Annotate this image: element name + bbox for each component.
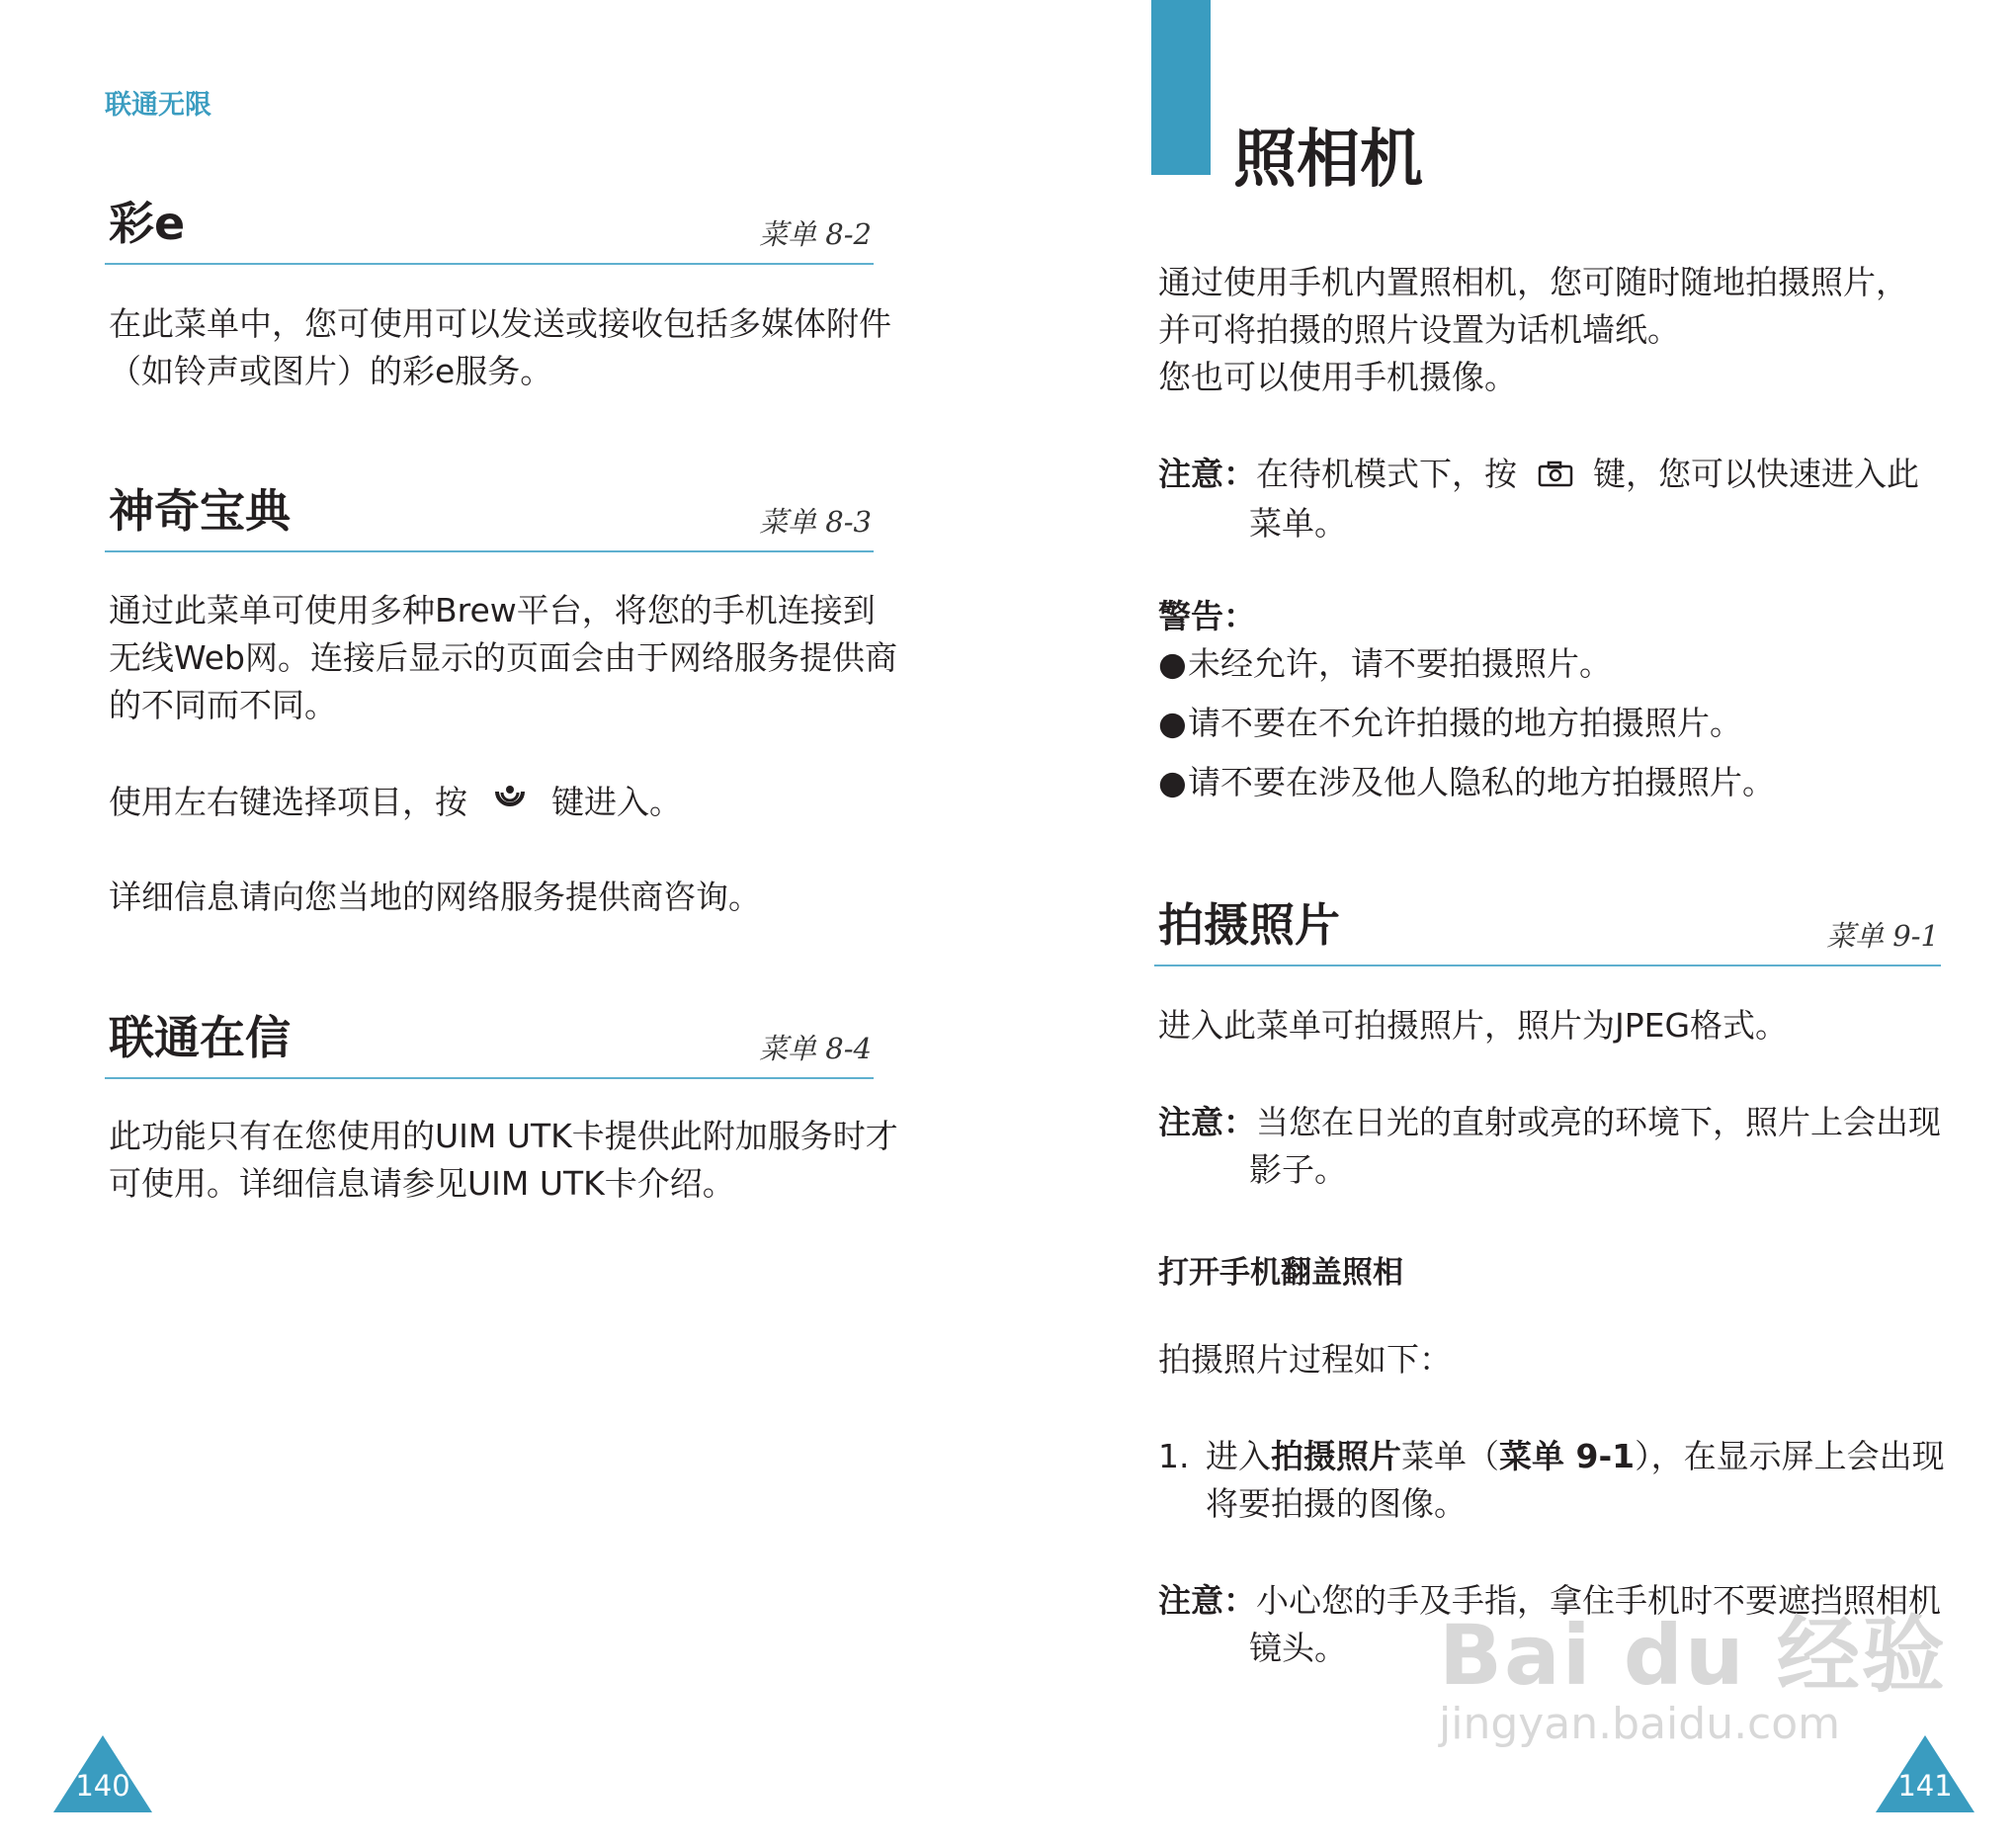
running-head: 联通无限 (105, 90, 211, 121)
page-number: 140 (75, 1769, 130, 1803)
paragraph (109, 587, 897, 729)
note-label: 注意： (1158, 455, 1256, 493)
text-line: （如铃声或图片）的彩e服务。 (109, 352, 553, 390)
text-line: 此功能只有在您使用的UIM UTK卡提供此附加服务时才 (109, 1117, 898, 1155)
note-quick-access (1158, 451, 1919, 547)
text-run: 键，您可以快速进入此 (1593, 455, 1919, 493)
text-run: 小心您的手及手指，拿住手机时不要遮挡照相机 (1256, 1581, 1941, 1620)
baidu-watermark (1439, 1607, 1947, 1749)
bullet-icon: ● (1158, 763, 1187, 801)
step-number: 1. (1158, 1437, 1190, 1475)
text-line: 可使用。详细信息请参见UIM UTK卡介绍。 (109, 1164, 735, 1203)
text-line: 拍摄照片过程如下： (1158, 1340, 1452, 1379)
text-run-bold: 拍摄照片 (1271, 1437, 1401, 1475)
warning-item (1158, 759, 1775, 806)
text-run: 进入 (1206, 1437, 1271, 1475)
section-title: 神奇宝典 (109, 484, 291, 538)
text-line: 的不同而不同。 (109, 686, 337, 724)
text-line: 通过使用手机内置照相机，您可随时随地拍摄照片， (1158, 263, 1908, 301)
chapter-accent-bar (1151, 0, 1211, 175)
watermark-url: jingyan.baidu.com (1439, 1699, 1841, 1749)
warning-text: 未经允许，请不要拍摄照片。 (1188, 644, 1612, 683)
section-header-shenqi-baodian (105, 471, 874, 552)
warning-item (1158, 700, 1775, 747)
ok-key-icon (492, 780, 528, 828)
paragraph (109, 1113, 898, 1208)
chapter-title: 照相机 (1233, 124, 1423, 197)
section-title: 联通在信 (109, 1011, 291, 1064)
text-line: 影子。 (1249, 1150, 1347, 1189)
menu-reference: 菜单 8-2 (759, 217, 872, 251)
intro-paragraph (1158, 259, 1908, 401)
text-run: 菜单（ (1401, 1437, 1499, 1475)
bullet-icon: ● (1158, 644, 1187, 683)
section-header-liantong-zaixin (105, 998, 874, 1079)
paragraph (109, 874, 761, 921)
menu-reference: 菜单 8-3 (759, 505, 872, 539)
menu-reference: 菜单 9-1 (1826, 919, 1939, 953)
page-number: 141 (1897, 1769, 1953, 1803)
text-line: 菜单。 (1249, 503, 1347, 543)
text-line: 将要拍摄的图像。 (1206, 1484, 1467, 1523)
text-line: 无线Web网。连接后显示的页面会由于网络服务提供商 (109, 638, 897, 677)
warning-block (1158, 593, 1775, 806)
text-run: 在待机模式下，按 (1256, 455, 1517, 493)
text-run: 使用左右键选择项目，按 (109, 783, 467, 821)
step-1 (1158, 1433, 1945, 1528)
bullet-icon: ● (1158, 704, 1187, 742)
paragraph (1158, 1336, 1452, 1384)
paragraph (109, 300, 891, 395)
section-title: 拍摄照片 (1158, 898, 1340, 952)
text-line: 详细信息请向您当地的网络服务提供商咨询。 (109, 878, 761, 916)
section-title: 彩e (109, 197, 186, 250)
text-line: 进入此菜单可拍摄照片，照片为JPEG格式。 (1158, 1006, 1789, 1045)
warning-label: 警告： (1158, 597, 1256, 635)
text-line: 镜头。 (1249, 1629, 1347, 1667)
text-line: 并可将拍摄的照片设置为话机墙纸。 (1158, 310, 1680, 349)
text-run-bold: 菜单 9-1 (1499, 1437, 1636, 1475)
text-line: 您也可以使用手机摄像。 (1158, 358, 1517, 396)
section-header-paishe-zhaopian (1154, 885, 1941, 966)
menu-reference: 菜单 8-4 (759, 1032, 872, 1065)
text-run: 当您在日光的直射或亮的环境下，照片上会出现 (1256, 1103, 1941, 1141)
watermark-main: Bai du 经验 (1439, 1607, 1947, 1704)
text-line: 在此菜单中，您可使用可以发送或接收包括多媒体附件 (109, 304, 891, 343)
paragraph (1158, 1002, 1788, 1049)
subheading: 打开手机翻盖照相 (1158, 1255, 1403, 1291)
warning-text: 请不要在不允许拍摄的地方拍摄照片。 (1188, 704, 1742, 742)
warning-text: 请不要在涉及他人隐私的地方拍摄照片。 (1188, 763, 1775, 801)
section-header-cai-e (105, 184, 874, 265)
paragraph (109, 779, 682, 828)
warning-item (1158, 640, 1775, 688)
camera-key-icon (1538, 453, 1573, 500)
text-run: ），在显示屏上会出现 (1635, 1437, 1945, 1475)
text-run: 键进入。 (551, 783, 682, 821)
note-label: 注意： (1158, 1103, 1256, 1141)
note-sunlight (1158, 1099, 1941, 1194)
note-label: 注意： (1158, 1581, 1256, 1620)
right-page (1008, 0, 2016, 1846)
text-line: 通过此菜单可使用多种Brew平台，将您的手机连接到 (109, 591, 876, 629)
